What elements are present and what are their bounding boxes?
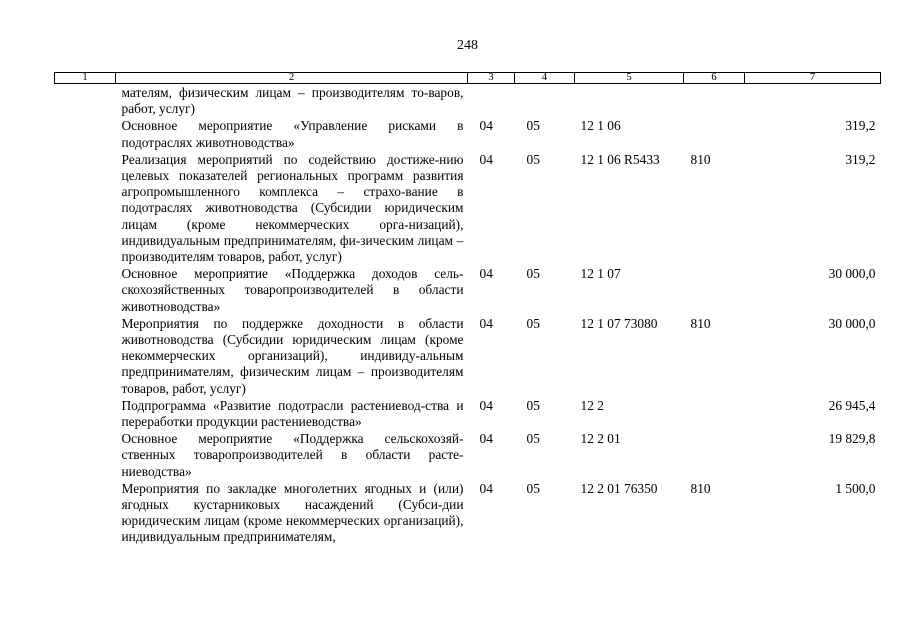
row-name: Основное мероприятие «Поддержка сельскохозяй-ственных товаропроизводителей в области расте-ниеводства»	[121, 431, 464, 479]
row-expense-type	[684, 397, 745, 430]
row-amount: 1 500,0	[835, 480, 876, 496]
row-expense-type	[684, 84, 745, 118]
header-col-7: 7	[745, 73, 881, 84]
row-name: Мероприятия по поддержке доходности в области животноводства (Субсидии юридическим лицам (кроме некоммерческих организаций), индивиду-альным предпринимателям, физическим лицам – производителям товаров, работ, услуг)	[121, 315, 464, 396]
row-name: мателям, физическим лицам – производителям то-варов, работ, услуг)	[121, 85, 464, 117]
row-target-code: 12 1 07 73080	[580, 315, 658, 331]
row-subsection: 05	[526, 397, 540, 413]
row-expense-type	[684, 265, 745, 315]
row-target-code: 12 2 01 76350	[580, 480, 658, 496]
row-name: Основное мероприятие «Поддержка доходов сель-скохозяйственных товаропроизводителей в области животноводства»	[121, 266, 464, 314]
table-row	[55, 265, 881, 315]
table-row	[55, 480, 881, 546]
row-section: 04	[479, 397, 493, 413]
budget-table	[54, 72, 881, 546]
row-amount: 319,2	[845, 118, 876, 134]
row-target-code: 12 1 07	[580, 266, 621, 282]
header-row	[55, 73, 881, 84]
row-target-code: 12 2	[580, 397, 604, 413]
row-expense-type: 810	[690, 480, 711, 496]
row-amount: 30 000,0	[828, 266, 876, 282]
row-subsection: 05	[526, 431, 540, 447]
table-row	[55, 151, 881, 265]
row-subsection: 05	[526, 315, 540, 331]
row-section: 04	[479, 118, 493, 134]
row-name: Основное мероприятие «Управление рисками в подотраслях животноводства»	[121, 118, 464, 150]
row-section: 04	[479, 315, 493, 331]
table-row	[55, 397, 881, 430]
header-col-1: 1	[55, 73, 116, 84]
row-subsection: 05	[526, 480, 540, 496]
page-number: 248	[457, 38, 478, 53]
row-subsection	[515, 84, 575, 118]
header-col-5: 5	[575, 73, 684, 84]
row-amount: 319,2	[845, 151, 876, 167]
row-target-code: 12 1 06 R5433	[580, 151, 660, 167]
row-expense-type	[684, 430, 745, 480]
row-amount: 30 000,0	[828, 315, 876, 331]
row-section: 04	[479, 151, 493, 167]
row-section: 04	[479, 480, 493, 496]
row-section: 04	[479, 431, 493, 447]
header-col-6: 6	[684, 73, 745, 84]
table-row	[55, 315, 881, 397]
header-col-3: 3	[468, 73, 515, 84]
row-section: 04	[479, 266, 493, 282]
table-row	[55, 430, 881, 480]
row-target-code: 12 1 06	[580, 118, 621, 134]
header-col-4: 4	[515, 73, 575, 84]
row-expense-type: 810	[690, 315, 711, 331]
row-name: Подпрограмма «Развитие подотрасли растениевод-ства и переработки продукции растениеводства»	[121, 397, 464, 430]
row-expense-type: 810	[690, 151, 711, 167]
table-row	[55, 117, 881, 150]
row-name: Реализация мероприятий по содействию достиже-нию целевых показателей региональных программ развития агропромышленного комплекса – страхо-вание в подотраслях животноводства (Субсидии юридическим лицам (кроме некоммерческих орга-низаций), индивидуальным предпринимателям, фи-зическим лицам – производителям товаров, работ, услуг)	[121, 151, 464, 265]
row-subsection: 05	[526, 118, 540, 134]
row-subsection: 05	[526, 266, 540, 282]
row-subsection: 05	[526, 151, 540, 167]
row-amount: 26 945,4	[828, 397, 876, 413]
row-expense-type	[684, 117, 745, 150]
row-amount	[745, 84, 881, 118]
row-target-code: 12 2 01	[580, 431, 621, 447]
row-target-code	[575, 84, 684, 118]
header-col-2: 2	[116, 73, 468, 84]
table-row	[55, 84, 881, 118]
row-section	[468, 84, 515, 118]
row-name: Мероприятия по закладке многолетних ягодных и (или) ягодных кустарниковых насаждений (Субси-дии юридическим лицам (кроме некоммерческих организаций), индивидуальным предпринимателям,	[121, 480, 464, 545]
row-amount: 19 829,8	[828, 431, 876, 447]
